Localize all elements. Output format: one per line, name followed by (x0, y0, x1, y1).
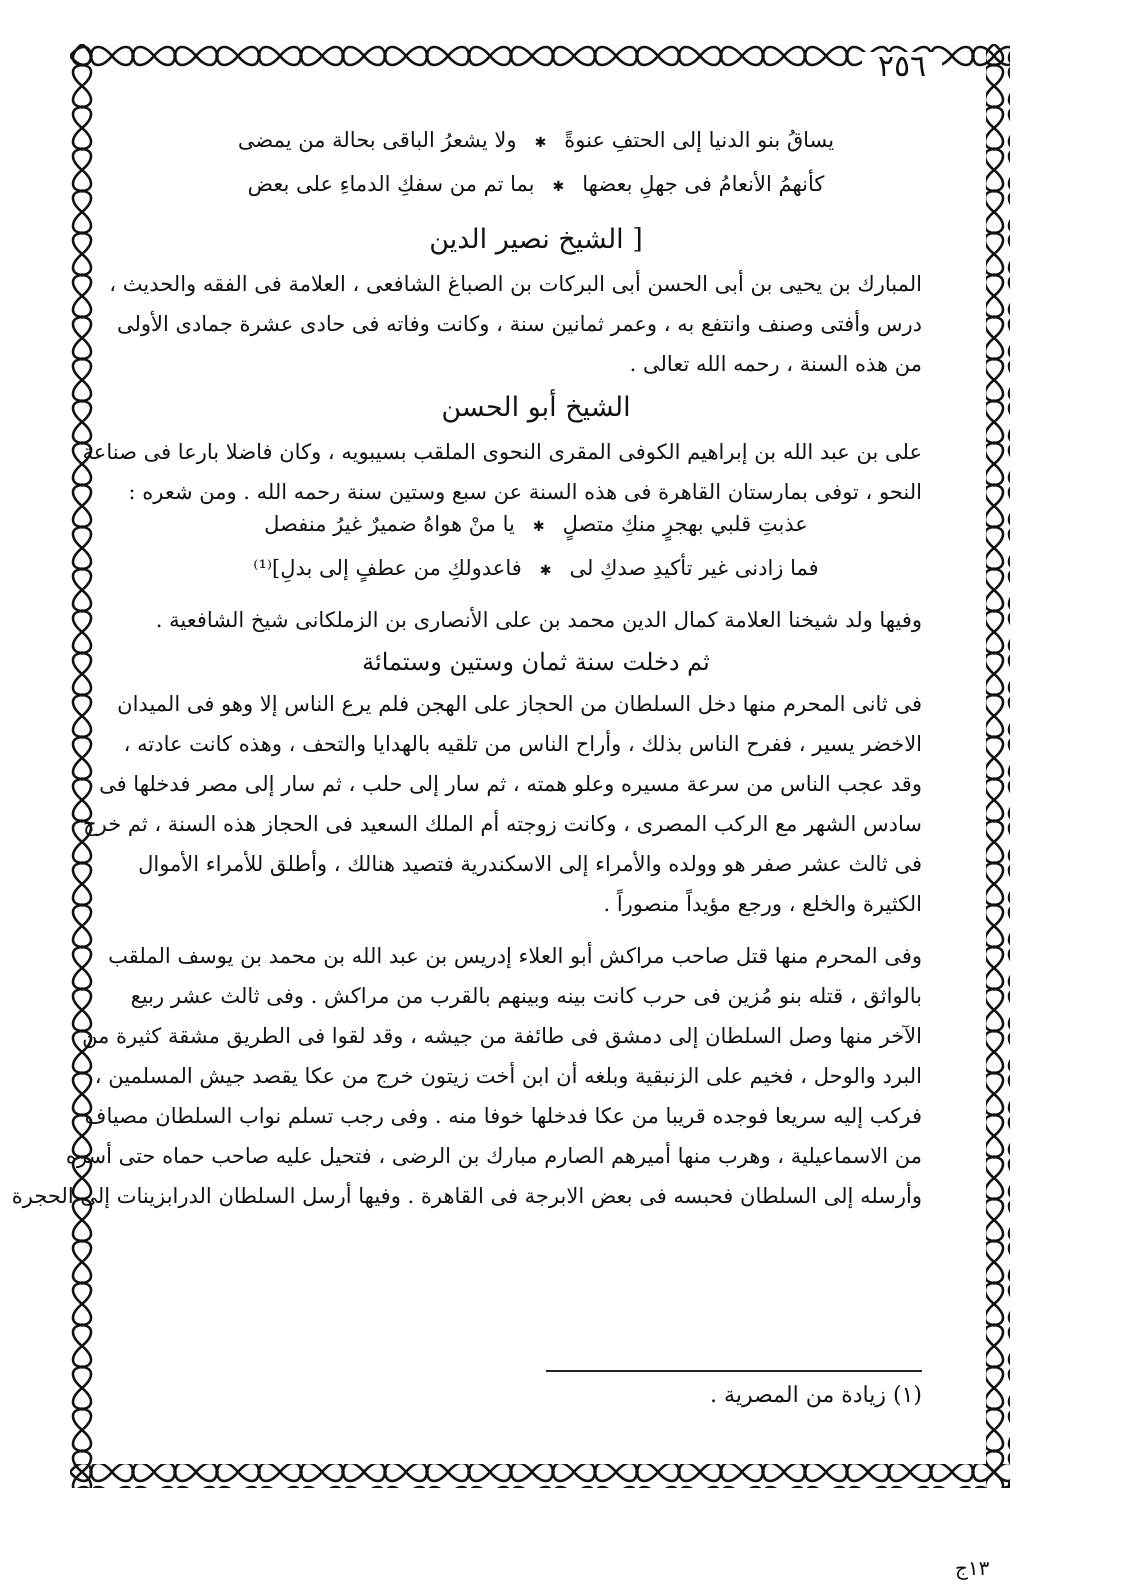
section-heading: الشيخ أبو الحسن (441, 392, 631, 423)
text-line: فى ثالث عشر صفر هو وولده والأمراء إلى الاسكندرية فتصيد هنالك ، وأطلق للأمراء الأموال (138, 852, 922, 876)
text-line: وفيها ولد شيخنا العلامة كمال الدين محمد بن على الأنصارى بن الزملكانى شيخ الشافعية . (155, 608, 922, 632)
verse-line (150, 512, 922, 556)
verse-separator: ✱ (532, 519, 545, 535)
verse-hemistich: ولا يشعرُ الباقى بحالة من يمضى (237, 128, 517, 152)
text-line: على بن عبد الله بن إبراهيم الكوفى المقرى النحوى الملقب بسيبويه ، وكان فاضلا بارعا فى صناعة (82, 440, 922, 464)
page-body (11, 128, 922, 1216)
paragraph (11, 936, 922, 1216)
section-heading: [ الشيخ نصير الدين (429, 224, 643, 255)
text-line: وأرسله إلى السلطان فحبسه فى بعض الابرجة فى القاهرة . وفيها أرسل السلطان الدرابزينات إلى الحجرة (11, 1184, 922, 1208)
verse-hemistich: يساقُ بنو الدنيا إلى الحتفِ عنوةً (564, 128, 835, 152)
paragraph (83, 684, 922, 924)
paragraph (109, 264, 922, 384)
text-line: البرد والوحل ، فخيم على الزنبقية وبلغه أن ابن أخت زيتون خرج من عكا يقصد جيش المسلمين ، (94, 1064, 922, 1088)
footnote-separator (546, 1370, 922, 1372)
text-line: من الاسماعيلية ، وهرب منها أميرهم الصارم مبارك بن الرضى ، فتحيل عليه صاحب حماه حتى أسره (65, 1144, 922, 1168)
text-line: بالواثق ، قتله بنو مُزين فى حرب كانت بينه وبينهم بالقرب من مراكش . وفى ثالث عشر ربيع (130, 984, 922, 1008)
paragraph (82, 432, 922, 512)
verse-line (150, 556, 922, 600)
text-line: درس وأفتى وصنف وانتفع به ، وعمر ثمانين سنة ، وكانت وفاته فى حادى عشرة جمادى الأولى (116, 312, 922, 336)
text-line: الاخضر يسير ، ففرح الناس بذلك ، وأراح الناس من تلقيه بالهدايا والتحف ، وهذه كانت عادته ، (123, 732, 922, 756)
verse-line (150, 128, 922, 172)
text-line: النحو ، توفى بمارستان القاهرة فى هذه السنة عن سبع وستين سنة رحمه الله . ومن شعره : (128, 480, 922, 504)
text-line: الآخر منها وصل السلطان إلى دمشق فى طائفة من جيشه ، وقد لقوا فى الطريق مشقة كثيرة من (82, 1024, 922, 1048)
footnote: (١) زيادة من المصرية . (710, 1383, 922, 1408)
text-line: الكثيرة والخلع ، ورجع مؤيداً منصوراً . (603, 892, 922, 916)
text-line: المبارك بن يحيى بن أبى الحسن أبى البركات بن الصباغ الشافعى ، العلامة فى الفقه والحديث ، (109, 272, 922, 296)
text-line: وقد عجب الناس من سرعة مسيره وعلو همته ، ثم سار إلى حلب ، ثم سار إلى مصر فدخلها فى (99, 772, 922, 796)
verse-hemistich: بما تم من سفكِ الدماءِ على بعض (247, 172, 535, 196)
verse-hemistich: عذبتِ قلبي بهجرٍ منكِ متصلٍ (562, 512, 808, 536)
verse-separator: ✱ (552, 179, 565, 195)
verse-line (150, 172, 922, 216)
text-line: فى ثانى المحرم منها دخل السلطان من الحجاز على الهجن فلم يرع الناس إلا وهو فى الميدان (117, 692, 922, 716)
paragraph (150, 600, 922, 640)
signature-mark: ١٣ج (955, 1556, 990, 1580)
page-number: ٢٥٦ (862, 52, 942, 82)
text-line: وفى المحرم منها قتل صاحب مراكش أبو العلاء إدريس بن عبد الله بن محمد بن يوسف الملقب (108, 944, 922, 968)
text-line: فركب إليه سريعا فوجده قريبا من عكا فدخلها خوفا منه . وفى رجب تسلم نواب السلطان مصياف (84, 1104, 922, 1128)
text-line: سادس الشهر مع الركب المصرى ، وكانت زوجته أم الملك السعيد فى الحجاز هذه السنة ، ثم خرج (83, 812, 922, 836)
verse-hemistich: فما زادنى غير تأكيدِ صدكِ لى (569, 556, 819, 580)
verse-separator: ✱ (539, 563, 552, 579)
verse-hemistich: كأنهمُ الأنعامُ فى جهلِ بعضها (582, 172, 825, 196)
verse-hemistich: يا منْ هواهُ ضميرٌ غيرُ منفصل (264, 512, 515, 536)
section-heading: ثم دخلت سنة ثمان وستين وستمائة (362, 648, 710, 676)
verse-separator: ✱ (534, 135, 547, 151)
text-line: من هذه السنة ، رحمه الله تعالى . (629, 352, 922, 376)
verse-hemistich: فاعدولكِ من عطفٍ إلى بدلِ]⁽¹⁾ (253, 556, 522, 580)
